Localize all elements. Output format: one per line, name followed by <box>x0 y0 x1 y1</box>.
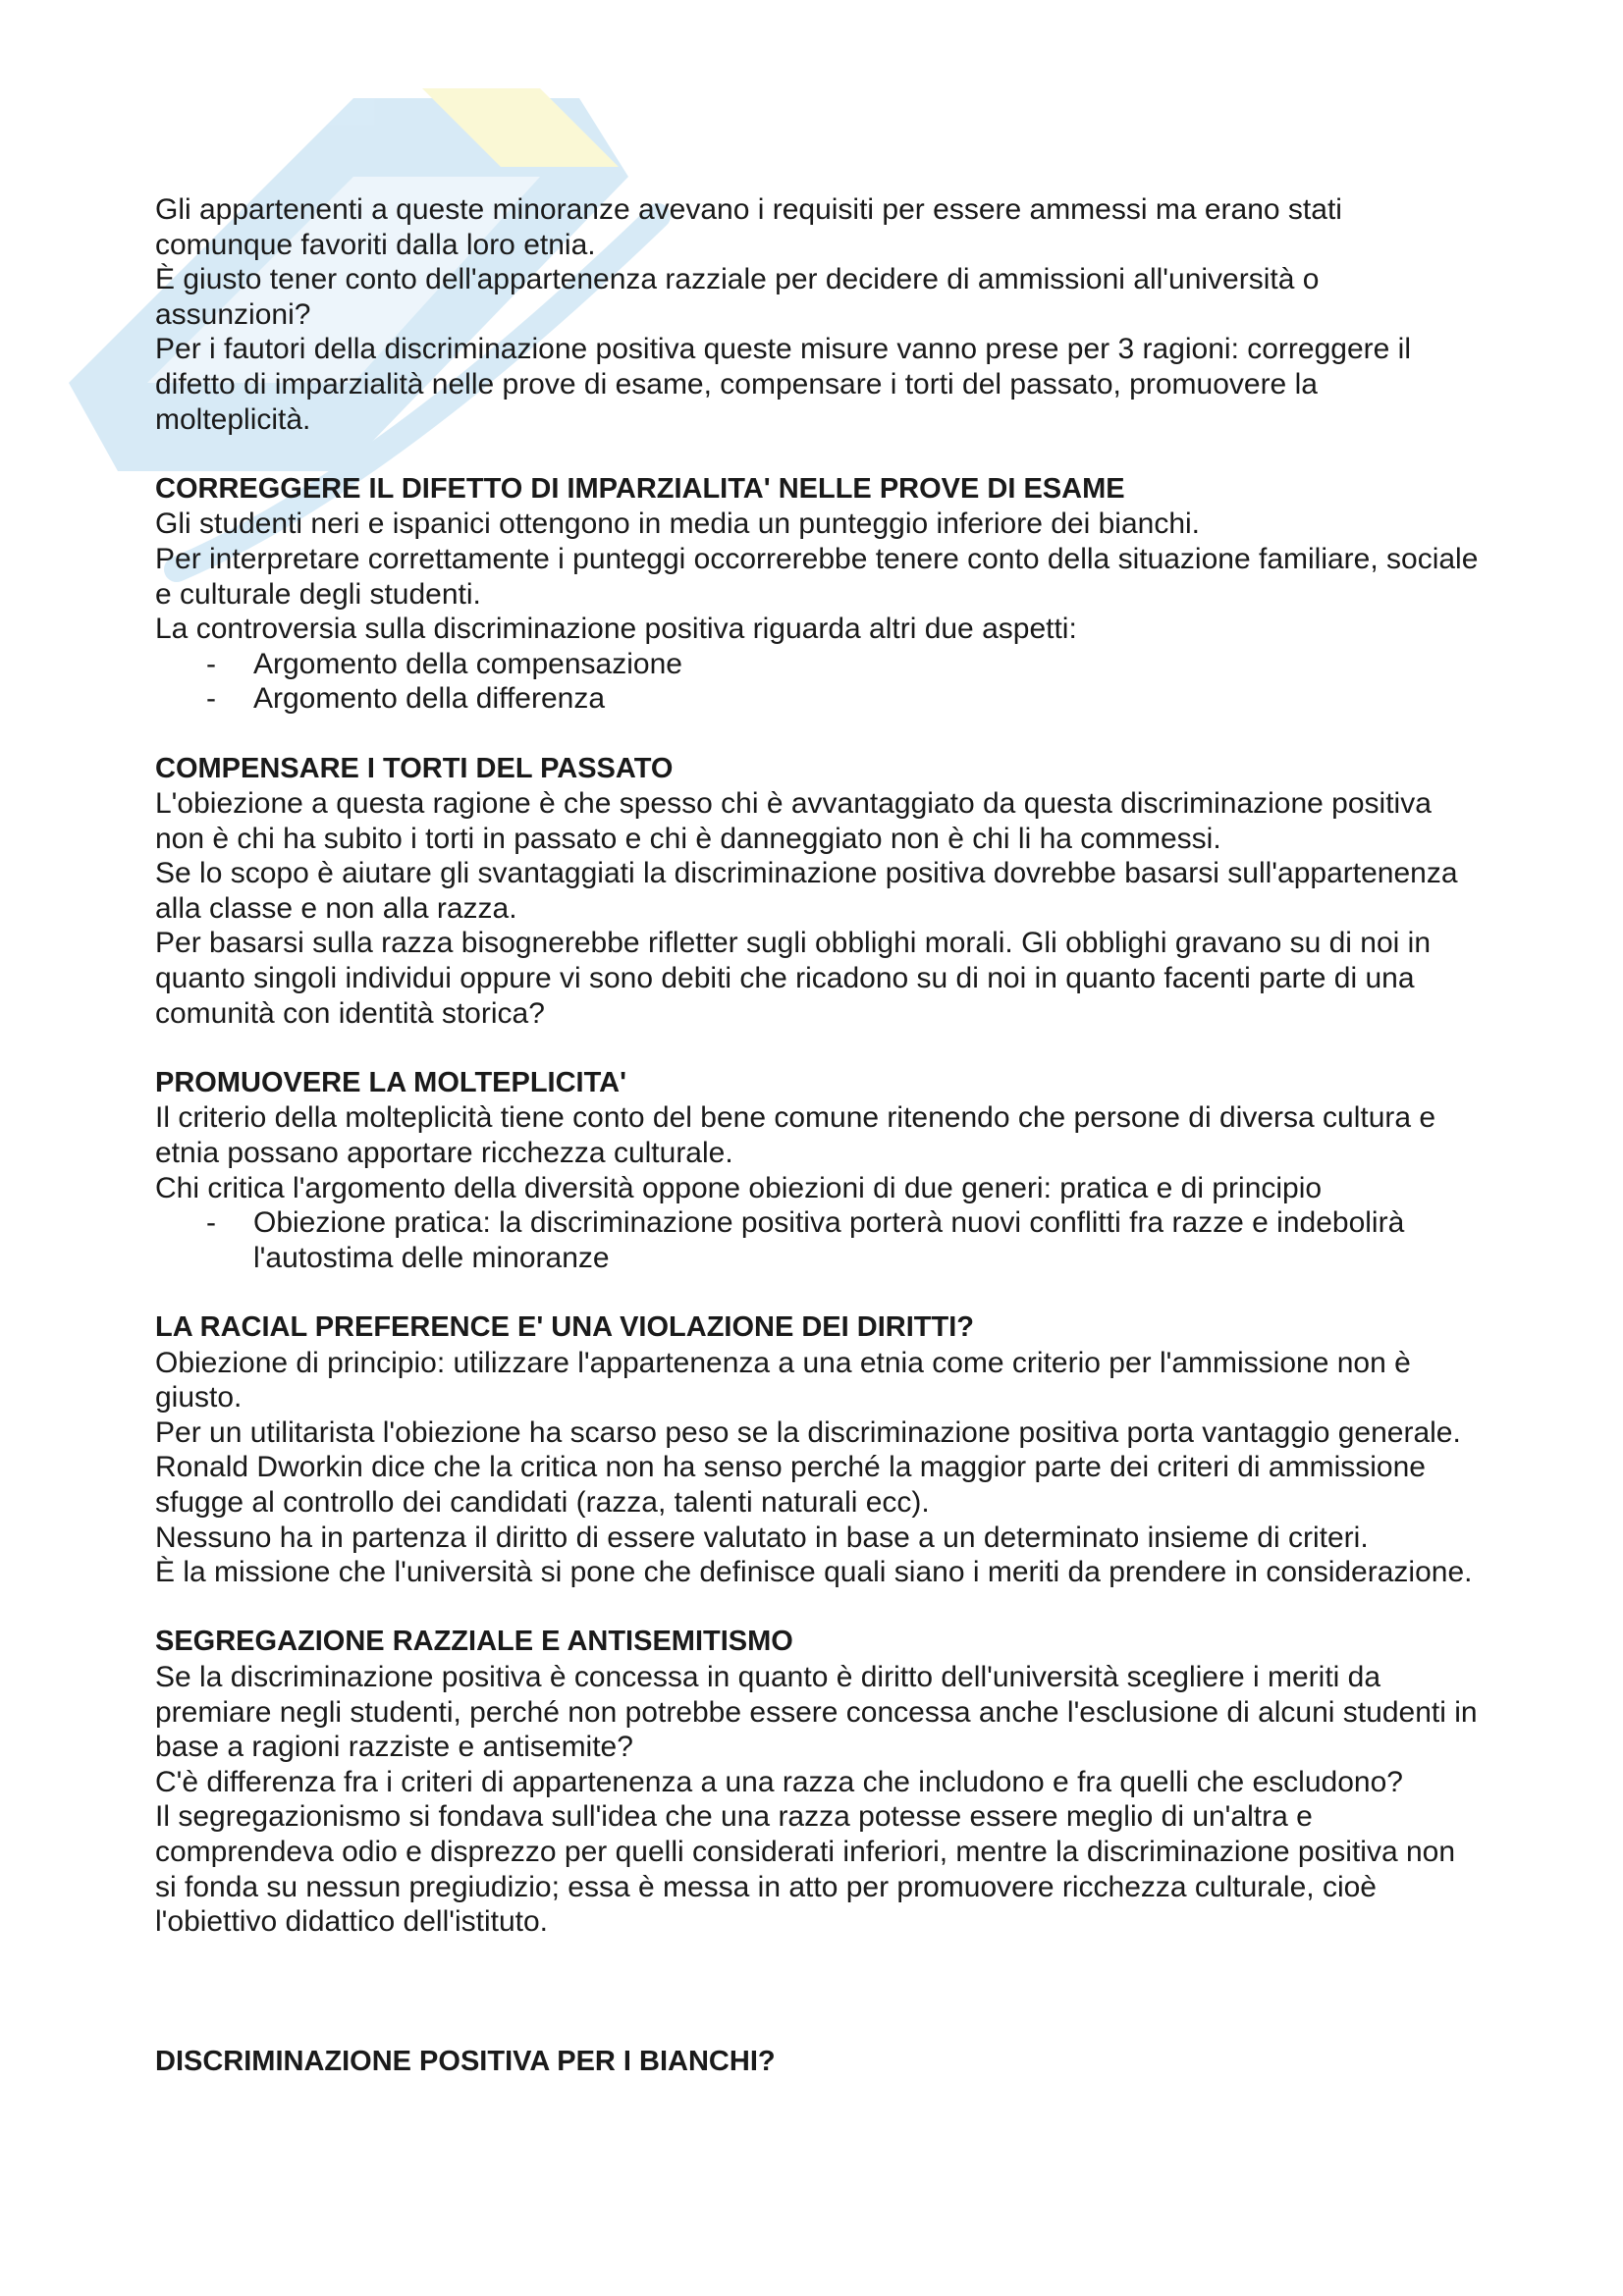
bullet-list <box>155 1205 1481 1275</box>
document-body <box>155 192 1481 2079</box>
section-racial-preference <box>155 1310 1481 1590</box>
bullet-dash: - <box>206 682 216 716</box>
section-heading: SEGREGAZIONE RAZZIALE E ANTISEMITISMO <box>155 1626 793 1658</box>
section-paragraph: Per basarsi sulla razza bisognerebbe rifletter sugli obblighi morali. Gli obblighi gravano su di noi in quanto singoli individui oppure vi sono debiti che ricadono su di noi in quanto facenti parte di una comunità con identità storica? <box>155 927 1432 1030</box>
section-paragraph: Obiezione di principio: utilizzare l'appartenenza a una etnia come criterio per l'ammissione non è giusto. <box>155 1346 1411 1415</box>
section-paragraph: Per interpretare correttamente i punteggi occorrerebbe tenere conto della situazione familiare, sociale e culturale degli studenti. <box>155 542 1479 611</box>
section-paragraph: Il segregazionismo si fondava sull'idea che una razza potesse essere meglio di un'altra e comprendeva odio e disprezzo per quelli considerati inferiori, mentre la discriminazione positiva non si fonda su nessun pregiudizio; essa è messa in atto per promuovere ricchezza culturale, cioè l'obiettivo didattico dell'istituto. <box>155 1800 1456 1939</box>
section-heading: COMPENSARE I TORTI DEL PASSATO <box>155 752 674 784</box>
section-heading: PROMUOVERE LA MOLTEPLICITA' <box>155 1066 627 1098</box>
section-paragraph: Il criterio della molteplicità tiene conto del bene comune ritenendo che persone di diversa cultura e etnia possano apportare ricchezza culturale. <box>155 1101 1436 1170</box>
section-paragraph: C'è differenza fra i criteri di appartenenza a una razza che includono e fra quelli che escludono? <box>155 1765 1403 1798</box>
section-paragraph: È la missione che l'università si pone che definisce quali siano i meriti da prendere in considerazione. <box>155 1556 1473 1589</box>
section-paragraph: Ronald Dworkin dice che la critica non ha senso perché la maggior parte dei criteri di ammissione sfugge al controllo dei candidati (razza, talenti naturali ecc). <box>155 1451 1426 1519</box>
intro-paragraph: È giusto tener conto dell'appartenenza razziale per decidere di ammissioni all'università o assunzioni? <box>155 263 1320 331</box>
intro-paragraph: Gli appartenenti a queste minoranze avevano i requisiti per essere ammessi ma erano stati comunque favoriti dalla loro etnia. <box>155 193 1342 261</box>
section-paragraph: Nessuno ha in partenza il diritto di essere valutato in base a un determinato insieme di criteri. <box>155 1521 1369 1554</box>
bullet-text: Argomento della compensazione <box>253 647 682 680</box>
section-heading: CORREGGERE IL DIFETTO DI IMPARZIALITA' NELLE PROVE DI ESAME <box>155 472 1125 505</box>
bullet-dash: - <box>206 1206 216 1240</box>
section-paragraph: Se lo scopo è aiutare gli svantaggiati la discriminazione positiva dovrebbe basarsi sull'appartenenza alla classe e non alla razza. <box>155 857 1458 925</box>
section-torti-passato <box>155 752 1481 1032</box>
final-section <box>155 2045 1481 2080</box>
final-heading: DISCRIMINAZIONE POSITIVA PER I BIANCHI? <box>155 2045 776 2077</box>
bullet-item <box>155 681 1481 717</box>
section-segregazione <box>155 1625 1481 1939</box>
section-paragraph: Gli studenti neri e ispanici ottengono in media un punteggio inferiore dei bianchi. <box>155 507 1201 541</box>
intro-block <box>155 192 1481 437</box>
section-molteplicita <box>155 1066 1481 1276</box>
bullet-text: Argomento della differenza <box>253 682 606 716</box>
watermark-shape-accent <box>422 88 619 167</box>
bullet-text: Obiezione pratica: la discriminazione positiva porterà nuovi conflitti fra razze e indebolirà l'autostima delle minoranze <box>253 1206 1405 1274</box>
bullet-item <box>155 647 1481 682</box>
section-paragraph: Se la discriminazione positiva è concessa in quanto è diritto dell'università scegliere i meriti da premiare negli studenti, perché non potrebbe essere concessa anche l'esclusione di alcuni studenti in base a ragioni razziste e antisemite? <box>155 1660 1478 1764</box>
section-imparzialita <box>155 472 1481 717</box>
section-paragraph: Chi critica l'argomento della diversità oppone obiezioni di due generi: pratica e di principio <box>155 1171 1323 1204</box>
section-heading: LA RACIAL PREFERENCE E' UNA VIOLAZIONE DEI DIRITTI? <box>155 1311 974 1343</box>
section-paragraph: La controversia sulla discriminazione positiva riguarda altri due aspetti: <box>155 613 1077 646</box>
section-paragraph: Per un utilitarista l'obiezione ha scarso peso se la discriminazione positiva porta vantaggio generale. <box>155 1415 1461 1449</box>
bullet-item <box>155 1205 1481 1275</box>
bullet-list <box>155 647 1481 717</box>
intro-paragraph: Per i fautori della discriminazione positiva queste misure vanno prese per 3 ragioni: correggere il difetto di imparzialità nelle prove di esame, compensare i torti del passato, promuovere la molteplicità. <box>155 333 1411 436</box>
bullet-dash: - <box>206 647 216 680</box>
section-paragraph: L'obiezione a questa ragione è che spesso chi è avvantaggiato da questa discriminazione positiva non è chi ha subito i torti in passato e chi è danneggiato non è chi li ha commessi. <box>155 787 1432 855</box>
